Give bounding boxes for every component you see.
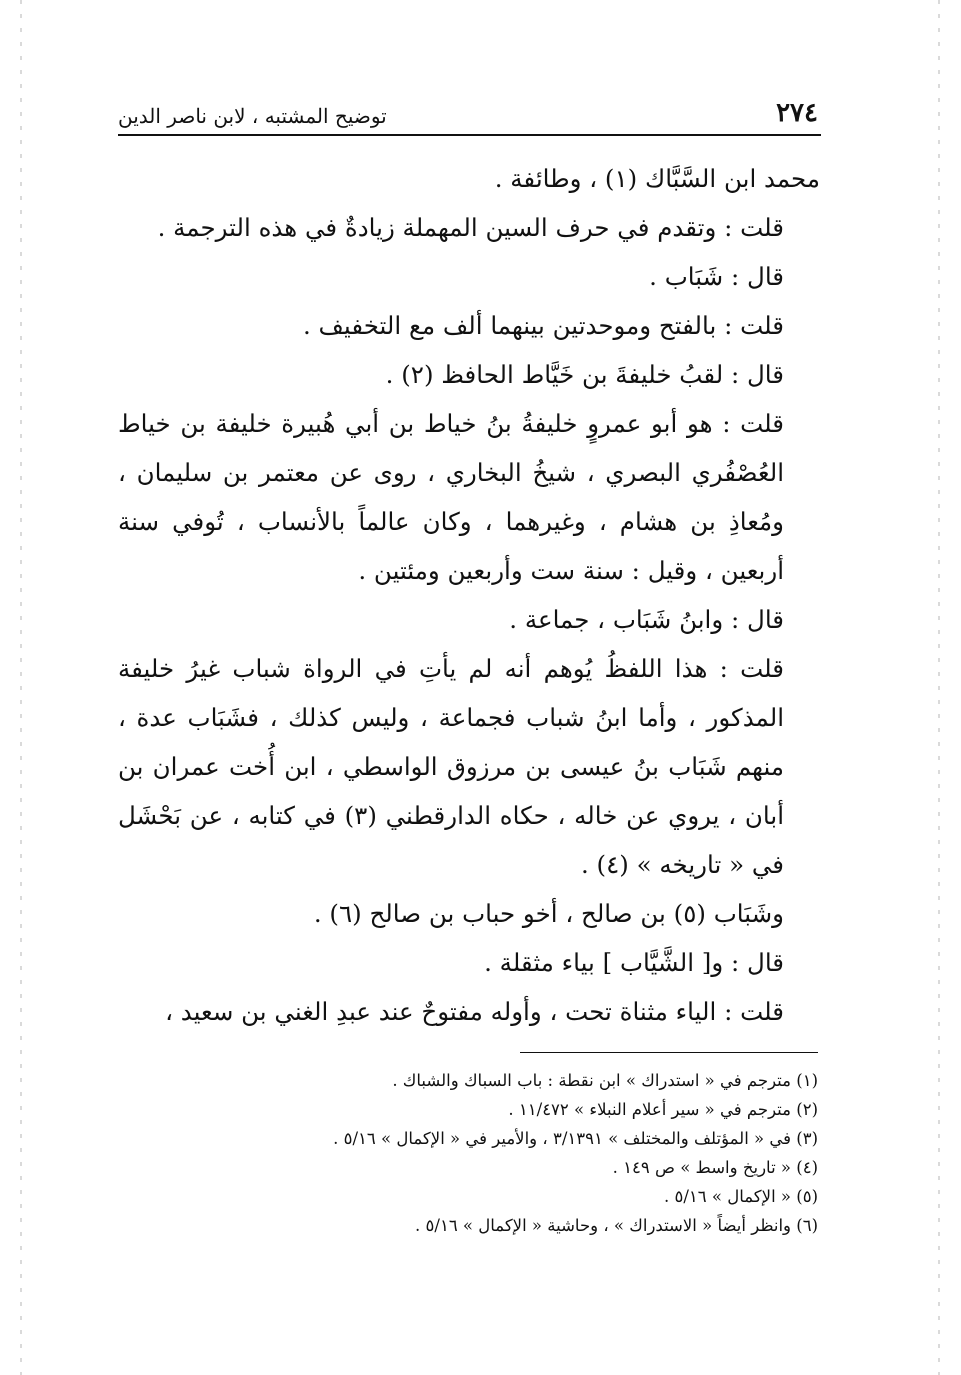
- paragraph: قلت : الياء مثناة تحت ، وأوله مفتوحٌ عند عبدِ الغني بن سعيد ،: [165, 997, 784, 1026]
- running-title: توضيح المشتبه ، لابن ناصر الدين: [118, 104, 387, 128]
- header-rule: [118, 134, 821, 136]
- scan-margin-left: [20, 0, 22, 1375]
- footnote: (٤) « تاريخ واسط » ص ١٤٩ .: [612, 1158, 818, 1177]
- footnote-separator: [520, 1052, 818, 1053]
- footnote: (١) مترجم في « استدراك » ابن نقطة : باب السباك والشباك .: [392, 1071, 818, 1090]
- footnote: (٦) وانظر أيضاً « الاستدراك » ، وحاشية « الإكمال » ٥/١٦ .: [415, 1216, 818, 1235]
- footnote: (٢) مترجم في « سير أعلام النبلاء » ١١/٤٧٢ .: [508, 1100, 818, 1119]
- scan-margin-right: [938, 0, 940, 1375]
- paragraph: وشَبَاب (٥) بن صالح ، أخو حباب بن صالح (٦) .: [313, 899, 784, 928]
- page-number: ٢٧٤: [776, 98, 818, 128]
- paragraph: قلت : وتقدم في حرف السين المهملة زيادةٌ في هذه الترجمة .: [157, 213, 784, 242]
- paragraph: محمد ابن السَّبَّاك (١) ، وطائفة .: [494, 164, 820, 193]
- footnote: (٥) « الإكمال » ٥/١٦ .: [664, 1187, 818, 1206]
- footnote: (٣) في « المؤتلف والمختلف » ٣/١٣٩١ ، والأمير في « الإكمال » ٥/١٦ .: [333, 1129, 818, 1148]
- footnotes: [118, 1066, 818, 1240]
- page-header: [118, 88, 818, 128]
- paragraph: قال : لقبُ خليفةَ بن خَيَّاط الحافظ (٢) .: [385, 360, 784, 389]
- paragraph: قال : شَبَاب .: [649, 262, 784, 291]
- paragraph: قال : و[ الشَّيَّاب ] بياء مثقلة .: [484, 948, 784, 977]
- paragraph: قال : وابنُ شَبَاب ، جماعة .: [509, 605, 784, 634]
- paragraph: قلت : بالفتح وموحدتين بينهما ألف مع التخفيف .: [302, 311, 784, 340]
- paragraph: قلت : هذا اللفظُ يُوهم أنه لم يأتِ في الرواة شباب غيرُ خليفة المذكور ، وأما ابنُ شباب فجماعة ، وليس كذلك ، فشَبَاب عدة ، منهم شَبَاب بنُ عيسى بن مرزوق الواسطي ، ابن أُخت عمران بن أبان ، يروي عن خاله ، حكاه الدارقطني (٣) في كتابه ، عن بَحْشَل في « تاريخه » (٤) .: [118, 654, 785, 879]
- main-text: [118, 154, 820, 1036]
- paragraph: قلت : هو أبو عمروٍ خليفةُ بنُ خياط بن أبي هُبيرة خليفة بن خياط العُصْفُري البصري ، شيخُ البخاري ، روى عن معتمر بن سليمان ، ومُعاذِ بن هشام ، وغيرهما ، وكان عالماً بالأنساب ، تُوفي سنة أربعين ، وقيل : سنة ست وأربعين ومئتين .: [118, 409, 784, 585]
